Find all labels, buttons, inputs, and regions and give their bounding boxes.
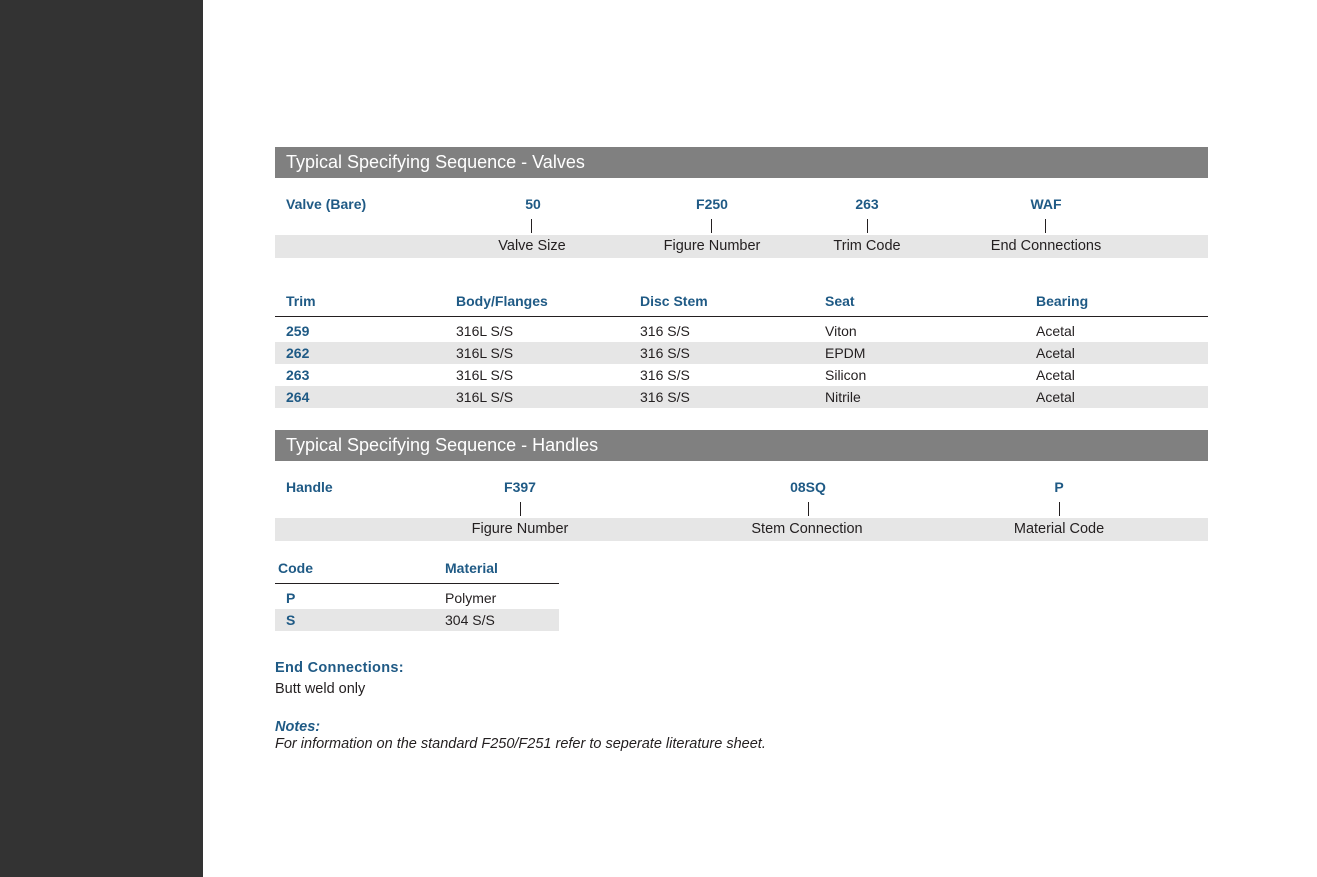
bearing-material: Acetal bbox=[1036, 389, 1075, 405]
material-name: 304 S/S bbox=[445, 612, 495, 628]
handle-stem-code: 08SQ bbox=[790, 479, 826, 495]
body-material: 316L S/S bbox=[456, 345, 514, 361]
table-row bbox=[275, 320, 1208, 342]
valve-end-desc: End Connections bbox=[990, 238, 1102, 254]
handle-material-desc: Material Code bbox=[1013, 521, 1105, 537]
trim-code: 263 bbox=[286, 367, 310, 383]
notes-text: For information on the standard F250/F251 refer to seperate literature sheet. bbox=[275, 736, 766, 752]
seat-col-header: Seat bbox=[825, 293, 855, 309]
bearing-material: Acetal bbox=[1036, 367, 1075, 383]
table-row bbox=[275, 587, 559, 609]
bearing-col-header: Bearing bbox=[1036, 293, 1089, 309]
body-material: 316L S/S bbox=[456, 323, 514, 339]
handle-material-tick bbox=[1059, 502, 1060, 516]
valve-figure-desc: Figure Number bbox=[663, 238, 761, 254]
bearing-material: Acetal bbox=[1036, 345, 1075, 361]
stem-material: 316 S/S bbox=[640, 367, 690, 383]
end-connections-heading: End Connections: bbox=[275, 660, 404, 676]
handle-stem-tick bbox=[808, 502, 809, 516]
valve-trim-code: 263 bbox=[855, 196, 879, 212]
end-connections-text: Butt weld only bbox=[275, 681, 366, 697]
table-row bbox=[275, 386, 1208, 408]
valve-figure-code: F250 bbox=[696, 196, 728, 212]
material-name: Polymer bbox=[445, 590, 497, 606]
trim-table-rule bbox=[275, 316, 1208, 317]
material-code: P bbox=[286, 590, 296, 606]
handles-section-title: Typical Specifying Sequence - Handles bbox=[275, 430, 1208, 461]
datasheet-page bbox=[275, 0, 1208, 877]
stem-material: 316 S/S bbox=[640, 345, 690, 361]
valve-end-code: WAF bbox=[1030, 196, 1062, 212]
valve-bare-label: Valve (Bare) bbox=[286, 196, 367, 212]
body-material: 316L S/S bbox=[456, 389, 514, 405]
trim-code: 264 bbox=[286, 389, 310, 405]
valve-figure-tick bbox=[711, 219, 712, 233]
trim-code: 259 bbox=[286, 323, 310, 339]
stem-material: 316 S/S bbox=[640, 389, 690, 405]
valves-section-title: Typical Specifying Sequence - Valves bbox=[275, 147, 1208, 178]
body-material: 316L S/S bbox=[456, 367, 514, 383]
stem-material: 316 S/S bbox=[640, 323, 690, 339]
handle-figure-code: F397 bbox=[504, 479, 536, 495]
material-code: S bbox=[286, 612, 296, 628]
material-table-rule bbox=[275, 583, 559, 584]
valve-trim-tick bbox=[867, 219, 868, 233]
trim-col-header: Trim bbox=[286, 293, 316, 309]
trim-code: 262 bbox=[286, 345, 310, 361]
handle-figure-tick bbox=[520, 502, 521, 516]
seat-material: Nitrile bbox=[825, 389, 861, 405]
handle-stem-desc: Stem Connection bbox=[751, 521, 863, 537]
handle-label: Handle bbox=[286, 479, 333, 495]
seat-material: Viton bbox=[825, 323, 857, 339]
valve-size-tick bbox=[531, 219, 532, 233]
stem-col-header: Disc Stem bbox=[640, 293, 708, 309]
table-row bbox=[275, 342, 1208, 364]
table-row bbox=[275, 364, 1208, 386]
body-col-header: Body/Flanges bbox=[456, 293, 548, 309]
left-sidebar-bar bbox=[0, 0, 203, 877]
bearing-material: Acetal bbox=[1036, 323, 1075, 339]
seat-material: EPDM bbox=[825, 345, 866, 361]
notes-heading: Notes: bbox=[275, 719, 321, 735]
valve-end-tick bbox=[1045, 219, 1046, 233]
table-row bbox=[275, 609, 559, 631]
handle-material-code: P bbox=[1054, 479, 1064, 495]
code-col-header: Code bbox=[278, 560, 313, 576]
valve-size-desc: Valve Size bbox=[498, 238, 566, 254]
valve-trim-desc: Trim Code bbox=[833, 238, 901, 254]
valve-size-code: 50 bbox=[525, 196, 541, 212]
handle-figure-desc: Figure Number bbox=[471, 521, 569, 537]
material-col-header: Material bbox=[445, 560, 498, 576]
seat-material: Silicon bbox=[825, 367, 867, 383]
